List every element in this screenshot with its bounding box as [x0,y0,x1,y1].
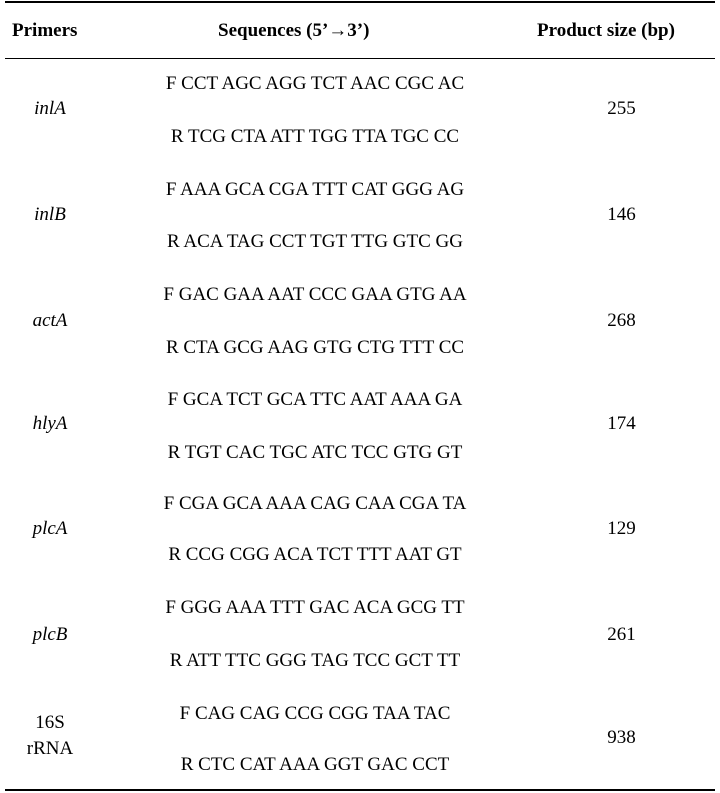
reverse-sequence: R ATT TTC GGG TAG TCC GCT TT [169,650,461,671]
reverse-sequence: R TCG CTA ATT TGG TTA TGC CC [170,126,460,147]
reverse-sequence: R CTA GCG AAG GTG CTG TTT CC [165,337,465,358]
primer-name: inlA [34,98,66,119]
forward-sequence: F CCT AGC AGG TCT AAC CGC AC [165,73,465,94]
primer-name-line1: 16S [35,712,65,733]
primer-name: plcB [32,624,68,645]
primer-name: inlB [34,204,66,225]
reverse-sequence: R TGT CAC TGC ATC TCC GTG GT [167,442,463,463]
forward-sequence: F CGA GCA AAA CAG CAA CGA TA [163,493,467,514]
primer-name: hlyA [32,413,68,434]
product-size: 261 [607,624,636,645]
product-size: 255 [607,98,636,119]
header-rule [5,58,715,59]
table-bottom-rule [5,789,715,791]
header-sequences: Sequences (5’→3’) [218,20,370,41]
product-size: 268 [607,310,636,331]
forward-sequence: F CAG CAG CCG CGG TAA TAC [179,703,451,724]
forward-sequence: F AAA GCA CGA TTT CAT GGG AG [165,179,465,200]
primer-name-line2: rRNA [26,738,74,759]
header-primers: Primers [12,20,78,41]
primer-name: actA [32,310,68,331]
forward-sequence: F GCA TCT GCA TTC AAT AAA GA [167,389,463,410]
reverse-sequence: R CTC CAT AAA GGT GAC CCT [180,754,450,775]
reverse-sequence: R ACA TAG CCT TGT TTG GTC GG [166,231,463,252]
forward-sequence: F GGG AAA TTT GAC ACA GCG TT [165,597,465,618]
product-size: 129 [607,518,636,539]
header-product-size: Product size (bp) [537,20,675,41]
forward-sequence: F GAC GAA AAT CCC GAA GTG AA [163,284,467,305]
primer-name: plcA [32,518,68,539]
table-top-rule [5,1,715,3]
product-size: 174 [607,413,636,434]
product-size: 938 [607,727,636,748]
reverse-sequence: R CCG CGG ACA TCT TTT AAT GT [168,544,462,565]
product-size: 146 [607,204,636,225]
